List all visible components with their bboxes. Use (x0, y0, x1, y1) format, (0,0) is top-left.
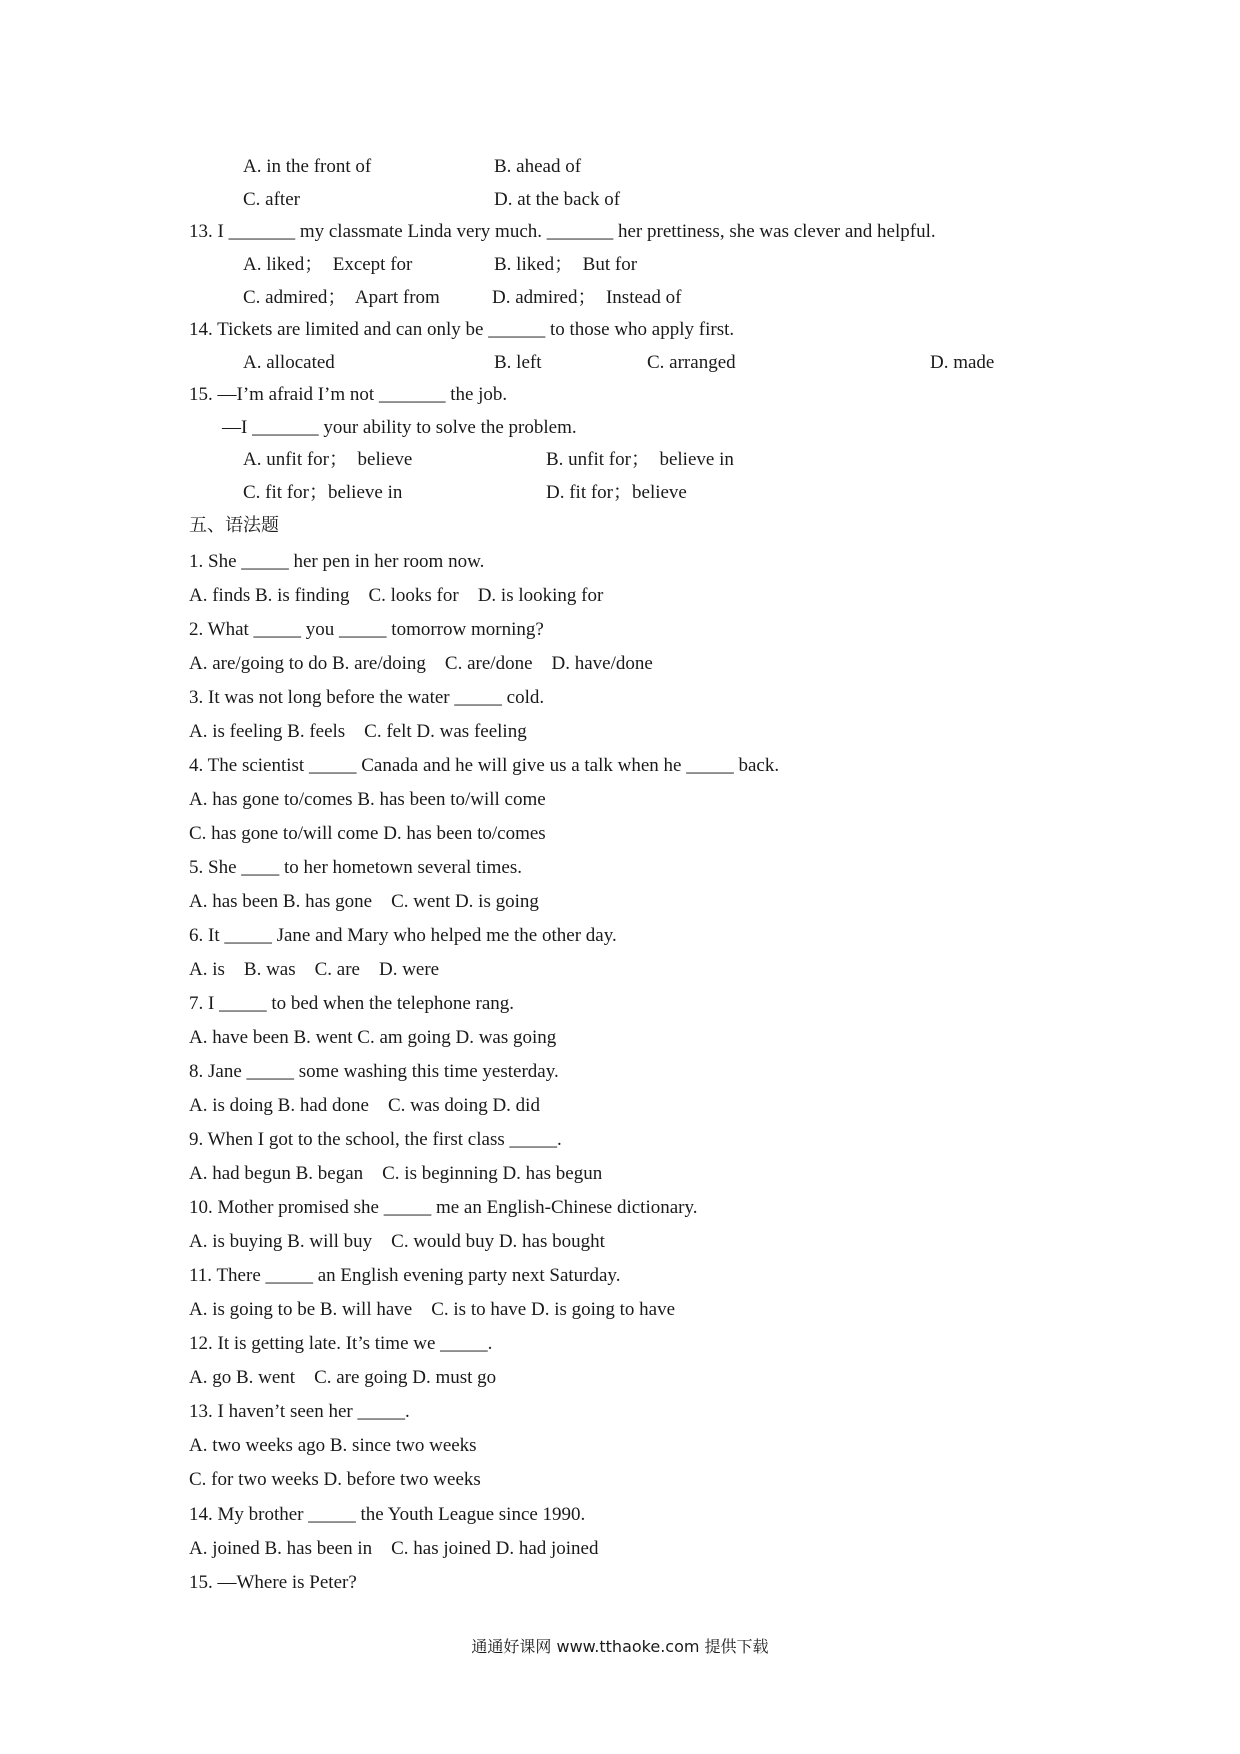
q12-options-row1 (0, 155, 1240, 179)
grammar-q9: 9. When I got to the school, the first class _____. (189, 1129, 562, 1150)
grammar-q14-options: A. joined B. has been in C. has joined D. had joined (189, 1538, 599, 1559)
grammar-q3-options: A. is feeling B. feels C. felt D. was feeling (189, 721, 527, 742)
option-b: B. unfit for； believe in (546, 449, 734, 470)
grammar-q9-options: A. had begun B. began C. is beginning D. has begun (189, 1163, 603, 1184)
option-a: A. allocated (243, 352, 335, 373)
section-heading: 五、语法题 (189, 515, 279, 536)
grammar-q1-options: A. finds B. is finding C. looks for D. is looking for (189, 585, 604, 606)
grammar-q13: 13. I haven’t seen her _____. (189, 1401, 410, 1422)
grammar-q2-options: A. are/going to do B. are/doing C. are/done D. have/done (189, 653, 653, 674)
option-d: D. at the back of (494, 189, 621, 210)
q13-stem: 13. I _______ my classmate Linda very much. _______ her prettiness, she was clever and helpful. (189, 221, 936, 242)
grammar-q4-options-2: C. has gone to/will come D. has been to/comes (189, 823, 546, 844)
grammar-q13-options-2: C. for two weeks D. before two weeks (189, 1469, 481, 1490)
grammar-q15: 15. —Where is Peter? (189, 1572, 357, 1593)
grammar-q6-options: A. is B. was C. are D. were (189, 959, 440, 980)
option-d: D. admired； Instead of (492, 287, 682, 308)
grammar-q4: 4. The scientist _____ Canada and he will give us a talk when he _____ back. (189, 755, 780, 776)
grammar-q11-options: A. is going to be B. will have C. is to have D. is going to have (189, 1299, 676, 1320)
grammar-q2: 2. What _____ you _____ tomorrow morning? (189, 619, 544, 640)
q15-options-row1 (0, 448, 1240, 472)
grammar-q7: 7. I _____ to bed when the telephone rang. (189, 993, 515, 1014)
option-b: B. left (494, 352, 542, 373)
grammar-q1: 1. She _____ her pen in her room now. (189, 551, 485, 572)
grammar-q8: 8. Jane _____ some washing this time yesterday. (189, 1061, 559, 1082)
grammar-q12: 12. It is getting late. It’s time we _____. (189, 1333, 493, 1354)
option-b: B. liked； But for (494, 254, 638, 275)
option-d: D. made (930, 352, 995, 373)
grammar-q8-options: A. is doing B. had done C. was doing D. did (189, 1095, 540, 1116)
q15-stem-reply: —I _______ your ability to solve the problem. (222, 417, 577, 438)
option-c: C. arranged (647, 352, 736, 373)
option-c: C. fit for；believe in (243, 482, 403, 503)
grammar-q14: 14. My brother _____ the Youth League since 1990. (189, 1504, 586, 1525)
grammar-q5: 5. She ____ to her hometown several times. (189, 857, 522, 878)
grammar-q13-options-1: A. two weeks ago B. since two weeks (189, 1435, 477, 1456)
grammar-q3: 3. It was not long before the water _____ cold. (189, 687, 545, 708)
grammar-q5-options: A. has been B. has gone C. went D. is going (189, 891, 539, 912)
q15-stem: 15. —I’m afraid I’m not _______ the job. (189, 384, 508, 405)
q12-options-row2 (0, 188, 1240, 212)
grammar-q4-options-1: A. has gone to/comes B. has been to/will come (189, 789, 546, 810)
option-a: A. liked； Except for (243, 254, 413, 275)
grammar-q11: 11. There _____ an English evening party next Saturday. (189, 1265, 621, 1286)
option-b: B. ahead of (494, 156, 582, 177)
q14-stem: 14. Tickets are limited and can only be ______ to those who apply first. (189, 319, 735, 340)
grammar-q10-options: A. is buying B. will buy C. would buy D. has bought (189, 1231, 605, 1252)
q13-options-row1 (0, 253, 1240, 277)
grammar-q10: 10. Mother promised she _____ me an English-Chinese dictionary. (189, 1197, 698, 1218)
option-d: D. fit for；believe (546, 482, 687, 503)
footer-credit: 通通好课网 www.tthaoke.com 提供下载 (471, 1637, 769, 1656)
grammar-q7-options: A. have been B. went C. am going D. was going (189, 1027, 557, 1048)
q13-options-row2 (0, 286, 1240, 310)
grammar-q12-options: A. go B. went C. are going D. must go (189, 1367, 497, 1388)
q14-options (0, 351, 1240, 375)
option-c: C. after (243, 189, 300, 210)
option-a: A. unfit for； believe (243, 449, 413, 470)
grammar-q6: 6. It _____ Jane and Mary who helped me the other day. (189, 925, 617, 946)
option-a: A. in the front of (243, 156, 372, 177)
q15-options-row2 (0, 481, 1240, 505)
option-c: C. admired； Apart from (243, 287, 440, 308)
